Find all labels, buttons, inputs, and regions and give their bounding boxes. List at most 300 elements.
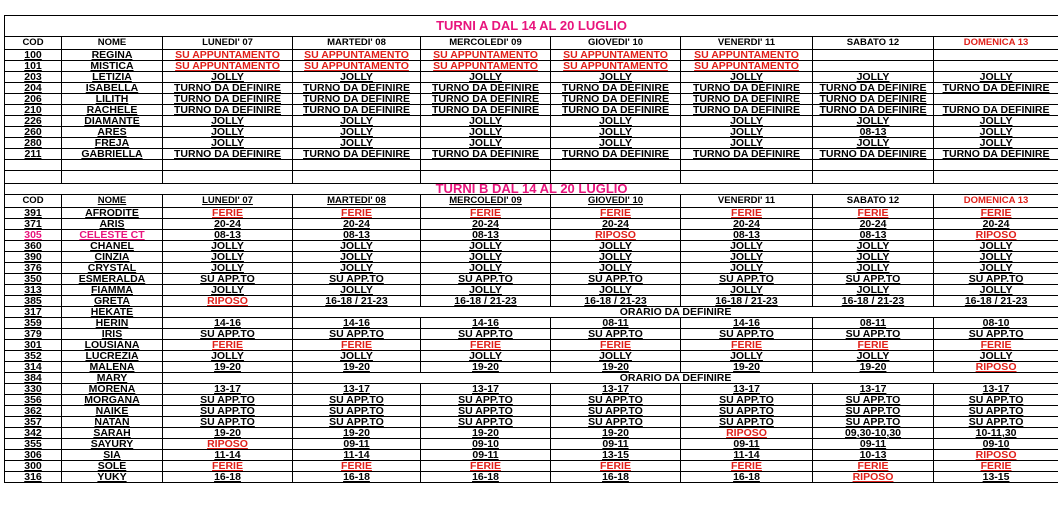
- schedule-cell: SU APPUNTAMENTO: [293, 61, 421, 72]
- name-cell: RACHELE: [62, 105, 163, 116]
- schedule-cell: JOLLY: [813, 138, 934, 149]
- schedule-cell: 13-15: [551, 450, 681, 461]
- cod-cell: 210: [5, 105, 62, 116]
- schedule-cell: JOLLY: [551, 252, 681, 263]
- schedule-cell: 09-10: [421, 439, 551, 450]
- schedule-cell: RIPOSO: [813, 472, 934, 483]
- schedule-cell: JOLLY: [551, 127, 681, 138]
- schedule-cell: TURNO DA DEFINIRE: [681, 105, 813, 116]
- cod-cell: 101: [5, 61, 62, 72]
- schedule-cell: SU APP.TO: [813, 406, 934, 417]
- schedule-cell: 11-14: [293, 450, 421, 461]
- cod-cell: 362: [5, 406, 62, 417]
- schedule-cell: 09-11: [813, 439, 934, 450]
- column-header: NOME: [62, 195, 163, 208]
- name-cell: SIA: [62, 450, 163, 461]
- schedule-cell: JOLLY: [934, 252, 1058, 263]
- schedule-cell: JOLLY: [163, 116, 293, 127]
- schedule-cell: SU APP.TO: [551, 406, 681, 417]
- schedule-cell: JOLLY: [934, 138, 1058, 149]
- schedule-cell: 08-10: [934, 318, 1058, 329]
- schedule-cell: SU APP.TO: [293, 395, 421, 406]
- name-cell: AFRODITE: [62, 208, 163, 219]
- name-cell: ESMERALDA: [62, 274, 163, 285]
- name-cell: HERIN: [62, 318, 163, 329]
- schedule-cell: JOLLY: [681, 241, 813, 252]
- schedule-cell: TURNO DA DEFINIRE: [813, 105, 934, 116]
- schedule-cell: 16-18 / 21-23: [934, 296, 1058, 307]
- name-cell: SOLE: [62, 461, 163, 472]
- column-header: MARTEDI' 08: [293, 37, 421, 50]
- schedule-cell: SU APPUNTAMENTO: [163, 61, 293, 72]
- cod-cell: 313: [5, 285, 62, 296]
- schedule-cell: TURNO DA DEFINIRE: [163, 94, 293, 105]
- name-cell: DIAMANTE: [62, 116, 163, 127]
- schedule-cell: 19-20: [551, 428, 681, 439]
- schedule-cell: TURNO DA DEFINIRE: [681, 149, 813, 160]
- schedule-cell: TURNO DA DEFINIRE: [293, 83, 421, 94]
- cod-cell: 371: [5, 219, 62, 230]
- table-row: [5, 307, 1058, 318]
- schedule-cell: RIPOSO: [934, 450, 1058, 461]
- schedule-cell: JOLLY: [813, 351, 934, 362]
- name-cell: GABRIELLA: [62, 149, 163, 160]
- schedule-cell: 19-20: [163, 428, 293, 439]
- table-row: [5, 116, 1058, 127]
- name-cell: YUKY: [62, 472, 163, 483]
- schedule-sheet: [4, 15, 1058, 483]
- schedule-cell: TURNO DA DEFINIRE: [163, 149, 293, 160]
- schedule-cell: TURNO DA DEFINIRE: [163, 105, 293, 116]
- schedule-cell: TURNO DA DEFINIRE: [551, 149, 681, 160]
- schedule-cell: JOLLY: [163, 263, 293, 274]
- schedule-cell: JOLLY: [551, 263, 681, 274]
- schedule-cell: 19-20: [293, 362, 421, 373]
- table-row: [5, 72, 1058, 83]
- turni-a-header-row: [5, 37, 1058, 50]
- table-row: [5, 340, 1058, 351]
- table-row: [5, 83, 1058, 94]
- cod-cell: 359: [5, 318, 62, 329]
- cod-cell: 342: [5, 428, 62, 439]
- turni-b-header-row: [5, 195, 1058, 208]
- schedule-cell: 13-17: [293, 384, 421, 395]
- column-header: MARTEDI' 08: [293, 195, 421, 208]
- table-row: [5, 94, 1058, 105]
- schedule-cell: 13-17: [813, 384, 934, 395]
- schedule-cell: 20-24: [293, 219, 421, 230]
- schedule-cell: 09-11: [551, 439, 681, 450]
- schedule-cell: 09-10: [934, 439, 1058, 450]
- cod-cell: 206: [5, 94, 62, 105]
- schedule-cell: SU APP.TO: [163, 274, 293, 285]
- column-header: LUNEDI' 07: [163, 195, 293, 208]
- name-cell: MORENA: [62, 384, 163, 395]
- schedule-cell: 08-13: [421, 230, 551, 241]
- schedule-cell: 13-17: [163, 384, 293, 395]
- cod-cell: 100: [5, 50, 62, 61]
- table-row: [5, 230, 1058, 241]
- schedule-cell: 14-16: [163, 318, 293, 329]
- schedule-cell: 16-18 / 21-23: [293, 296, 421, 307]
- schedule-cell: SU APPUNTAMENTO: [551, 50, 681, 61]
- schedule-cell: TURNO DA DEFINIRE: [934, 149, 1058, 160]
- schedule-cell: 10-13: [813, 450, 934, 461]
- schedule-cell: 20-24: [421, 219, 551, 230]
- schedule-cell: [934, 94, 1058, 105]
- schedule-cell: TURNO DA DEFINIRE: [813, 94, 934, 105]
- schedule-cell: 20-24: [681, 219, 813, 230]
- table-row: [5, 395, 1058, 406]
- cod-cell: 355: [5, 439, 62, 450]
- cod-cell: 314: [5, 362, 62, 373]
- schedule-cell: TURNO DA DEFINIRE: [421, 149, 551, 160]
- schedule-cell: TURNO DA DEFINIRE: [293, 149, 421, 160]
- schedule-cell: TURNO DA DEFINIRE: [421, 105, 551, 116]
- schedule-cell: JOLLY: [551, 285, 681, 296]
- column-header: NOME: [62, 37, 163, 50]
- schedule-cell: JOLLY: [293, 351, 421, 362]
- column-header: VENERDI' 11: [681, 37, 813, 50]
- schedule-cell: FERIE: [163, 461, 293, 472]
- schedule-cell: 13-17: [681, 384, 813, 395]
- cod-cell: 350: [5, 274, 62, 285]
- schedule-cell: FERIE: [551, 208, 681, 219]
- turni-b-title-row: [5, 184, 1058, 195]
- name-cell: MORGANA: [62, 395, 163, 406]
- schedule-cell: RIPOSO: [681, 428, 813, 439]
- column-header: VENERDI' 11: [681, 195, 813, 208]
- schedule-cell: 09-11: [681, 439, 813, 450]
- table-row: [5, 296, 1058, 307]
- name-cell: MISTICA: [62, 61, 163, 72]
- name-cell: ARES: [62, 127, 163, 138]
- schedule-cell: 08-11: [551, 318, 681, 329]
- schedule-cell: 19-20: [421, 428, 551, 439]
- schedule-cell: SU APP.TO: [421, 406, 551, 417]
- table-row: [5, 318, 1058, 329]
- schedule-cell: SU APP.TO: [421, 417, 551, 428]
- blank-row: [5, 171, 1058, 184]
- schedule-cell: 13-17: [551, 384, 681, 395]
- schedule-cell: 09,30-10,30: [813, 428, 934, 439]
- schedule-cell: JOLLY: [551, 72, 681, 83]
- cod-cell: 280: [5, 138, 62, 149]
- schedule-cell: 20-24: [551, 219, 681, 230]
- schedule-cell: SU APPUNTAMENTO: [293, 50, 421, 61]
- schedule-cell: SU APPUNTAMENTO: [551, 61, 681, 72]
- cod-cell: 211: [5, 149, 62, 160]
- schedule-cell: SU APPUNTAMENTO: [421, 50, 551, 61]
- turni-a-title: TURNI A DAL 14 AL 20 LUGLIO: [5, 16, 1058, 37]
- schedule-cell: SU APP.TO: [934, 417, 1058, 428]
- schedule-cell: JOLLY: [163, 241, 293, 252]
- schedule-cell: JOLLY: [681, 138, 813, 149]
- schedule-cell: SU APP.TO: [681, 395, 813, 406]
- schedule-cell: SU APP.TO: [813, 417, 934, 428]
- table-row: [5, 263, 1058, 274]
- schedule-cell: SU APP.TO: [681, 406, 813, 417]
- cod-cell: 360: [5, 241, 62, 252]
- schedule-cell: 16-18: [293, 472, 421, 483]
- schedule-cell: [163, 373, 293, 384]
- schedule-cell: SU APP.TO: [551, 329, 681, 340]
- schedule-cell: JOLLY: [293, 263, 421, 274]
- cod-cell: 306: [5, 450, 62, 461]
- schedule-cell: JOLLY: [681, 72, 813, 83]
- schedule-cell: JOLLY: [934, 72, 1058, 83]
- schedule-cell: ORARIO DA DEFINIRE: [293, 373, 1058, 384]
- schedule-cell: JOLLY: [293, 72, 421, 83]
- cod-cell: 352: [5, 351, 62, 362]
- schedule-cell: SU APP.TO: [421, 274, 551, 285]
- schedule-cell: SU APP.TO: [813, 395, 934, 406]
- column-header: MERCOLEDI' 09: [421, 37, 551, 50]
- schedule-cell: JOLLY: [681, 263, 813, 274]
- schedule-cell: 16-18 / 21-23: [813, 296, 934, 307]
- schedule-cell: TURNO DA DEFINIRE: [681, 83, 813, 94]
- schedule-cell: SU APP.TO: [163, 329, 293, 340]
- schedule-cell: SU APP.TO: [293, 417, 421, 428]
- schedule-cell: JOLLY: [163, 72, 293, 83]
- schedule-cell: SU APP.TO: [293, 406, 421, 417]
- table-row: [5, 285, 1058, 296]
- column-header: SABATO 12: [813, 37, 934, 50]
- table-row: [5, 61, 1058, 72]
- schedule-cell: FERIE: [421, 461, 551, 472]
- name-cell: LUCREZIA: [62, 351, 163, 362]
- schedule-cell: JOLLY: [421, 138, 551, 149]
- schedule-cell: TURNO DA DEFINIRE: [551, 105, 681, 116]
- schedule-cell: [934, 50, 1058, 61]
- schedule-cell: SU APP.TO: [681, 329, 813, 340]
- schedule-cell: FERIE: [293, 461, 421, 472]
- schedule-cell: JOLLY: [813, 252, 934, 263]
- schedule-cell: SU APP.TO: [551, 417, 681, 428]
- schedule-cell: SU APP.TO: [293, 329, 421, 340]
- schedule-cell: SU APP.TO: [421, 329, 551, 340]
- schedule-cell: FERIE: [551, 461, 681, 472]
- schedule-cell: FERIE: [813, 208, 934, 219]
- schedule-cell: 13-17: [421, 384, 551, 395]
- schedule-cell: JOLLY: [551, 138, 681, 149]
- schedule-cell: TURNO DA DEFINIRE: [681, 94, 813, 105]
- schedule-cell: JOLLY: [813, 285, 934, 296]
- table-row: [5, 351, 1058, 362]
- schedule-cell: JOLLY: [934, 285, 1058, 296]
- schedule-cell: JOLLY: [421, 116, 551, 127]
- name-cell: HEKATE: [62, 307, 163, 318]
- schedule-cell: 08-13: [163, 230, 293, 241]
- name-cell: ISABELLA: [62, 83, 163, 94]
- schedule-cell: SU APP.TO: [934, 329, 1058, 340]
- schedule-cell: 08-11: [813, 318, 934, 329]
- schedule-cell: FERIE: [934, 208, 1058, 219]
- schedule-cell: 19-20: [551, 362, 681, 373]
- schedule-cell: JOLLY: [551, 351, 681, 362]
- schedule-cell: 08-13: [681, 230, 813, 241]
- table-row: [5, 241, 1058, 252]
- schedule-cell: 14-16: [681, 318, 813, 329]
- schedule-cell: JOLLY: [293, 241, 421, 252]
- schedule-cell: 14-16: [421, 318, 551, 329]
- cod-cell: 260: [5, 127, 62, 138]
- schedule-cell: 09-11: [421, 450, 551, 461]
- schedule-cell: SU APP.TO: [934, 395, 1058, 406]
- schedule-cell: JOLLY: [163, 127, 293, 138]
- schedule-cell: TURNO DA DEFINIRE: [813, 83, 934, 94]
- schedule-cell: JOLLY: [681, 127, 813, 138]
- table-row: [5, 406, 1058, 417]
- schedule-cell: FERIE: [293, 340, 421, 351]
- schedule-cell: JOLLY: [163, 285, 293, 296]
- name-cell: REGINA: [62, 50, 163, 61]
- column-header: GIOVEDI' 10: [551, 37, 681, 50]
- name-cell: CRYSTAL: [62, 263, 163, 274]
- schedule-cell: TURNO DA DEFINIRE: [813, 149, 934, 160]
- column-header: LUNEDI' 07: [163, 37, 293, 50]
- schedule-cell: SU APPUNTAMENTO: [421, 61, 551, 72]
- schedule-cell: JOLLY: [934, 351, 1058, 362]
- schedule-cell: [934, 61, 1058, 72]
- schedule-cell: JOLLY: [681, 116, 813, 127]
- name-cell: NAIKE: [62, 406, 163, 417]
- schedule-cell: 11-14: [681, 450, 813, 461]
- schedule-cell: RIPOSO: [934, 362, 1058, 373]
- table-row: [5, 472, 1058, 483]
- schedule-cell: JOLLY: [293, 285, 421, 296]
- schedule-cell: 16-18: [551, 472, 681, 483]
- schedule-cell: TURNO DA DEFINIRE: [934, 105, 1058, 116]
- cod-cell: 391: [5, 208, 62, 219]
- schedule-cell: JOLLY: [421, 351, 551, 362]
- schedule-cell: FERIE: [421, 340, 551, 351]
- name-cell: IRIS: [62, 329, 163, 340]
- schedule-cell: 16-18: [163, 472, 293, 483]
- schedule-cell: TURNO DA DEFINIRE: [421, 94, 551, 105]
- schedule-cell: JOLLY: [421, 263, 551, 274]
- schedule-cell: 10-11,30: [934, 428, 1058, 439]
- name-cell: FREJA: [62, 138, 163, 149]
- schedule-cell: 19-20: [163, 362, 293, 373]
- schedule-cell: JOLLY: [163, 252, 293, 263]
- column-header: MERCOLEDI' 09: [421, 195, 551, 208]
- schedule-cell: 08-13: [293, 230, 421, 241]
- schedule-cell: TURNO DA DEFINIRE: [293, 105, 421, 116]
- table-row: [5, 329, 1058, 340]
- schedule-cell: 13-17: [934, 384, 1058, 395]
- name-cell: LETIZIA: [62, 72, 163, 83]
- column-header: COD: [5, 195, 62, 208]
- schedule-cell: RIPOSO: [163, 439, 293, 450]
- schedule-cell: 20-24: [934, 219, 1058, 230]
- name-cell: GRETA: [62, 296, 163, 307]
- schedule-cell: SU APP.TO: [934, 406, 1058, 417]
- schedule-cell: SU APP.TO: [681, 274, 813, 285]
- schedule-cell: SU APP.TO: [813, 274, 934, 285]
- schedule-cell: [813, 50, 934, 61]
- name-cell: CELESTE CT: [62, 230, 163, 241]
- column-header: DOMENICA 13: [934, 195, 1058, 208]
- schedule-cell: FERIE: [681, 208, 813, 219]
- schedule-cell: 20-24: [163, 219, 293, 230]
- table-row: [5, 208, 1058, 219]
- schedule-cell: TURNO DA DEFINIRE: [421, 83, 551, 94]
- schedule-cell: FERIE: [421, 208, 551, 219]
- table-row: [5, 252, 1058, 263]
- schedule-cell: TURNO DA DEFINIRE: [551, 94, 681, 105]
- cod-cell: 226: [5, 116, 62, 127]
- schedule-cell: 16-18 / 21-23: [551, 296, 681, 307]
- schedule-cell: SU APP.TO: [163, 395, 293, 406]
- turni-a-table: [4, 15, 1058, 483]
- column-header: GIOVEDI' 10: [551, 195, 681, 208]
- table-row: [5, 428, 1058, 439]
- schedule-cell: 09-11: [293, 439, 421, 450]
- schedule-cell: JOLLY: [681, 252, 813, 263]
- column-header: SABATO 12: [813, 195, 934, 208]
- name-cell: LILITH: [62, 94, 163, 105]
- schedule-cell: SU APP.TO: [681, 417, 813, 428]
- table-row: [5, 362, 1058, 373]
- blank-row: [5, 160, 1058, 171]
- cod-cell: 379: [5, 329, 62, 340]
- schedule-cell: SU APP.TO: [934, 274, 1058, 285]
- schedule-cell: TURNO DA DEFINIRE: [293, 94, 421, 105]
- schedule-cell: FERIE: [813, 461, 934, 472]
- name-cell: LOUSIANA: [62, 340, 163, 351]
- schedule-cell: ORARIO DA DEFINIRE: [293, 307, 1058, 318]
- turni-b-title: TURNI B DAL 14 AL 20 LUGLIO: [5, 184, 1058, 195]
- schedule-cell: FERIE: [163, 340, 293, 351]
- schedule-cell: [163, 307, 293, 318]
- schedule-cell: JOLLY: [551, 116, 681, 127]
- name-cell: MARY: [62, 373, 163, 384]
- schedule-cell: FERIE: [934, 340, 1058, 351]
- schedule-cell: JOLLY: [293, 127, 421, 138]
- cod-cell: 330: [5, 384, 62, 395]
- schedule-cell: SU APP.TO: [551, 274, 681, 285]
- table-row: [5, 439, 1058, 450]
- schedule-cell: 16-18 / 21-23: [681, 296, 813, 307]
- schedule-cell: JOLLY: [293, 116, 421, 127]
- schedule-cell: JOLLY: [934, 116, 1058, 127]
- schedule-cell: FERIE: [681, 461, 813, 472]
- schedule-cell: RIPOSO: [163, 296, 293, 307]
- schedule-cell: TURNO DA DEFINIRE: [551, 83, 681, 94]
- schedule-cell: 13-15: [934, 472, 1058, 483]
- table-row: [5, 384, 1058, 395]
- schedule-cell: JOLLY: [163, 138, 293, 149]
- name-cell: SAYURY: [62, 439, 163, 450]
- table-row: [5, 417, 1058, 428]
- schedule-cell: SU APP.TO: [551, 395, 681, 406]
- schedule-cell: TURNO DA DEFINIRE: [934, 83, 1058, 94]
- name-cell: MALENA: [62, 362, 163, 373]
- cod-cell: 305: [5, 230, 62, 241]
- schedule-cell: SU APP.TO: [421, 395, 551, 406]
- schedule-cell: JOLLY: [421, 241, 551, 252]
- cod-cell: 317: [5, 307, 62, 318]
- schedule-cell: 08-13: [813, 127, 934, 138]
- schedule-cell: JOLLY: [681, 285, 813, 296]
- schedule-cell: JOLLY: [421, 127, 551, 138]
- cod-cell: 390: [5, 252, 62, 263]
- schedule-cell: 19-20: [681, 362, 813, 373]
- schedule-cell: 08-13: [813, 230, 934, 241]
- schedule-cell: JOLLY: [163, 351, 293, 362]
- name-cell: SARAH: [62, 428, 163, 439]
